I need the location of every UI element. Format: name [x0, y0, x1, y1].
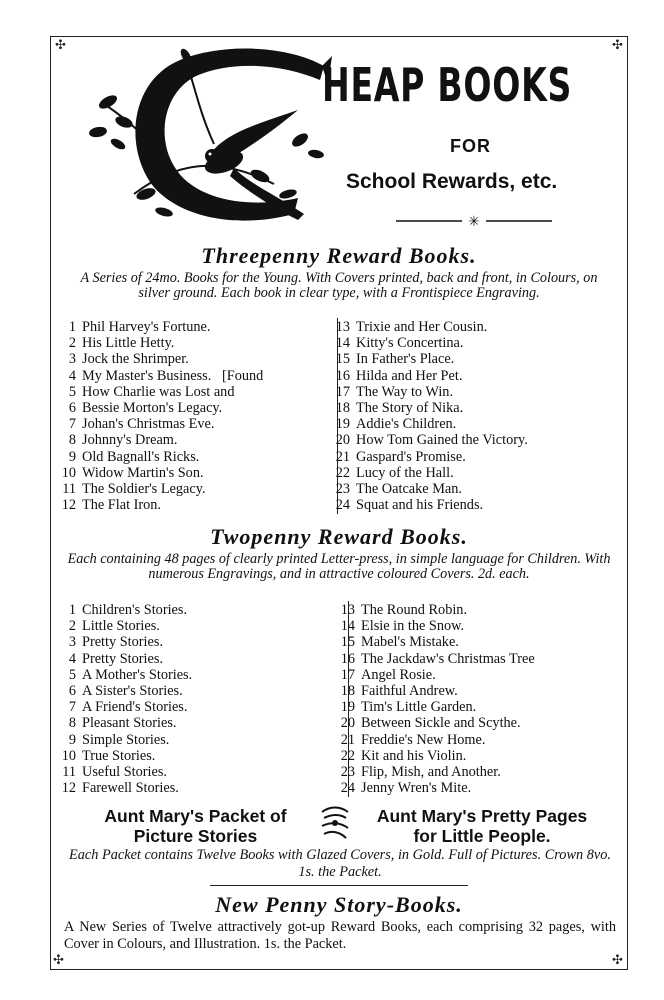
corner-ornament-icon: ✣ — [612, 952, 623, 967]
item-title: Johan's Christmas Eve. — [82, 416, 215, 433]
item-title: The Way to Win. — [356, 383, 454, 400]
item-title: Addie's Children. — [356, 416, 457, 433]
item-number: 5 — [68, 383, 76, 400]
threepenny-right-list — [330, 319, 528, 513]
item-title: The Flat Iron. — [82, 497, 162, 514]
item-number: 20 — [335, 432, 350, 449]
list-item — [56, 400, 263, 416]
item-number: 3 — [68, 351, 76, 368]
item-number: 22 — [335, 464, 350, 481]
item-number: 17 — [340, 666, 355, 683]
item-title: Children's Stories. — [82, 602, 188, 618]
item-number: 7 — [68, 699, 76, 716]
item-title: A Friend's Stories. — [82, 699, 188, 716]
twopenny-description: Each containing 48 pages of clearly printed Letter-press, in simple language for Children. With numerous Engravings, and in attractive coloured Covers. 2d. each. — [67, 551, 611, 583]
list-item — [56, 335, 263, 351]
item-title: Pretty Stories. — [82, 634, 164, 651]
list-item — [56, 368, 263, 384]
list-item — [335, 683, 535, 699]
penny-description: A New Series of Twelve attractively got-up Reward Books, each comprising 32 pages, with Cover in Colours, and Illustration. 1s. the Packet. — [64, 919, 616, 952]
item-number: 7 — [68, 416, 76, 433]
item-title: My Master's Business. [Found — [82, 367, 264, 384]
item-number: 1 — [68, 319, 76, 335]
item-title: Useful Stories. — [82, 764, 167, 781]
packet-left-line2: Picture Stories — [133, 826, 258, 846]
item-title: Widow Martin's Son. — [82, 464, 204, 481]
item-title: Freddie's New Home. — [361, 731, 486, 748]
section-rule — [210, 885, 468, 886]
item-title: Mabel's Mistake. — [361, 634, 459, 651]
list-item — [56, 351, 263, 367]
item-number: 15 — [335, 351, 350, 368]
list-item — [56, 319, 263, 335]
list-item — [335, 715, 535, 731]
item-number: 13 — [335, 319, 350, 335]
item-number: 20 — [340, 715, 355, 732]
item-number: 19 — [335, 416, 350, 433]
list-item — [330, 351, 528, 367]
list-item — [330, 416, 528, 432]
item-number: 18 — [340, 683, 355, 700]
item-title: How Tom Gained the Victory. — [356, 432, 528, 449]
list-item — [335, 732, 535, 748]
item-title: Lucy of the Hall. — [356, 464, 454, 481]
item-number: 9 — [68, 731, 76, 748]
item-title: Bessie Morton's Legacy. — [82, 400, 223, 417]
item-number: 9 — [68, 448, 76, 465]
initial-c-bird-icon — [74, 44, 336, 236]
twopenny-right-list — [335, 602, 535, 796]
list-item — [56, 416, 263, 432]
item-title: Little Stories. — [82, 618, 160, 635]
item-number: 1 — [68, 602, 76, 618]
item-number: 8 — [68, 432, 76, 449]
item-number: 23 — [340, 764, 355, 781]
item-title: Flip, Mish, and Another. — [361, 764, 501, 781]
list-item — [56, 602, 192, 618]
list-item — [56, 384, 263, 400]
item-title: Johnny's Dream. — [82, 432, 178, 449]
item-title: A Mother's Stories. — [82, 666, 193, 683]
item-number: 12 — [61, 497, 76, 514]
list-item — [335, 780, 535, 796]
list-item — [56, 715, 192, 731]
item-number: 14 — [340, 618, 355, 635]
packet-left-line1: Aunt Mary's Packet of — [104, 806, 287, 826]
list-item — [330, 400, 528, 416]
packet-description: Each Packet contains Twelve Books with Glazed Covers, in Gold. Full of Pictures. Crown 8vo. 1s. the Packet. — [69, 847, 611, 880]
item-number: 24 — [340, 780, 355, 797]
corner-ornament-icon: ✣ — [53, 952, 64, 967]
list-item — [56, 667, 192, 683]
threepenny-left-list — [56, 319, 263, 513]
item-number: 14 — [335, 335, 350, 352]
item-title: True Stories. — [82, 747, 156, 764]
threepenny-description: A Series of 24mo. Books for the Young. With Covers printed, back and front, in Colours, on silver ground. Each book in clear type, with a Frontispiece Engraving. — [80, 270, 598, 302]
list-item — [330, 449, 528, 465]
list-item — [330, 335, 528, 351]
item-title: The Soldier's Legacy. — [82, 481, 206, 498]
item-title: Elsie in the Snow. — [361, 618, 465, 635]
twopenny-left-list — [56, 602, 192, 796]
list-item — [56, 449, 263, 465]
list-item — [330, 432, 528, 448]
item-title: How Charlie was Lost and — [82, 383, 235, 400]
item-title: Faithful Andrew. — [361, 683, 458, 700]
item-title: Phil Harvey's Fortune. — [82, 319, 211, 335]
item-number: 21 — [335, 448, 350, 465]
item-title: Jenny Wren's Mite. — [361, 780, 472, 797]
list-item — [56, 634, 192, 650]
item-number: 17 — [335, 383, 350, 400]
list-item — [335, 618, 535, 634]
item-title: His Little Hetty. — [82, 335, 175, 352]
item-title: Gaspard's Promise. — [356, 448, 466, 465]
item-number: 21 — [340, 731, 355, 748]
list-item — [56, 618, 192, 634]
list-item — [330, 481, 528, 497]
item-number: 12 — [61, 780, 76, 797]
list-item — [56, 651, 192, 667]
item-number: 15 — [340, 634, 355, 651]
item-number: 2 — [68, 618, 76, 635]
item-title: The Round Robin. — [361, 602, 468, 618]
item-title: Squat and his Friends. — [356, 497, 484, 514]
item-number: 16 — [335, 367, 350, 384]
item-title: A Sister's Stories. — [82, 683, 183, 700]
item-number: 10 — [61, 464, 76, 481]
list-item — [335, 748, 535, 764]
item-title: Old Bagnall's Ricks. — [82, 448, 200, 465]
list-item — [56, 481, 263, 497]
item-number: 10 — [61, 747, 76, 764]
item-number: 11 — [62, 764, 76, 781]
item-number: 2 — [68, 335, 76, 352]
item-title: Jock the Shrimper. — [82, 351, 189, 368]
item-title: Simple Stories. — [82, 731, 170, 748]
packet-right-line1: Aunt Mary's Pretty Pages — [376, 806, 588, 826]
item-number: 13 — [340, 602, 355, 618]
corner-ornament-icon: ✣ — [612, 37, 623, 52]
item-number: 6 — [68, 400, 76, 417]
item-title: The Story of Nika. — [356, 400, 464, 417]
list-item — [335, 602, 535, 618]
list-item — [335, 764, 535, 780]
packet-ornament-icon — [318, 806, 352, 842]
title-for: FOR — [450, 136, 491, 156]
list-item — [330, 319, 528, 335]
list-item — [56, 699, 192, 715]
divider-ornament-icon — [396, 213, 552, 229]
item-title: Farewell Stories. — [82, 780, 179, 797]
list-item — [335, 634, 535, 650]
list-item — [56, 683, 192, 699]
item-title: Kit and his Violin. — [361, 747, 467, 764]
list-item — [335, 699, 535, 715]
item-title: Hilda and Her Pet. — [356, 367, 463, 384]
item-title: Angel Rosie. — [361, 666, 436, 683]
item-title: In Father's Place. — [356, 351, 455, 368]
item-title: Trixie and Her Cousin. — [356, 319, 488, 335]
list-item — [330, 368, 528, 384]
packet-right-line2: for Little People. — [413, 826, 551, 846]
list-item — [56, 465, 263, 481]
list-item — [330, 497, 528, 513]
twopenny-title: Twopenny Reward Books. — [210, 524, 468, 549]
packet-pretty-pages — [352, 806, 612, 846]
list-item — [56, 764, 192, 780]
item-title: Pretty Stories. — [82, 650, 164, 667]
list-item — [56, 732, 192, 748]
list-item — [56, 432, 263, 448]
list-item — [56, 780, 192, 796]
item-title: Pleasant Stories. — [82, 715, 177, 732]
item-number: 19 — [340, 699, 355, 716]
packet-picture-stories — [73, 806, 318, 846]
subtitle: School Rewards, etc. — [346, 170, 558, 193]
item-title: The Oatcake Man. — [356, 481, 462, 498]
list-item — [56, 497, 263, 513]
item-number: 18 — [335, 400, 350, 417]
list-item — [56, 748, 192, 764]
penny-title: New Penny Story-Books. — [215, 892, 463, 917]
item-number: 24 — [335, 497, 350, 514]
item-number: 6 — [68, 683, 76, 700]
list-item — [330, 465, 528, 481]
list-item — [335, 667, 535, 683]
item-number: 16 — [340, 650, 355, 667]
item-number: 23 — [335, 481, 350, 498]
svg-text:✳: ✳ — [468, 214, 480, 229]
corner-ornament-icon: ✣ — [55, 37, 66, 52]
item-number: 3 — [68, 634, 76, 651]
item-number: 4 — [68, 367, 76, 384]
list-item — [330, 384, 528, 400]
item-number: 22 — [340, 747, 355, 764]
threepenny-title: Threepenny Reward Books. — [201, 243, 477, 268]
list-item — [335, 651, 535, 667]
item-title: Kitty's Concertina. — [356, 335, 464, 352]
item-number: 4 — [68, 650, 76, 667]
item-number: 11 — [62, 481, 76, 498]
item-title: The Jackdaw's Christmas Tree — [361, 650, 535, 667]
item-title: Between Sickle and Scythe. — [361, 715, 521, 732]
main-title: HEAP BOOKS — [322, 58, 573, 112]
item-number: 5 — [68, 666, 76, 683]
item-number: 8 — [68, 715, 76, 732]
item-title: Tim's Little Garden. — [361, 699, 477, 716]
